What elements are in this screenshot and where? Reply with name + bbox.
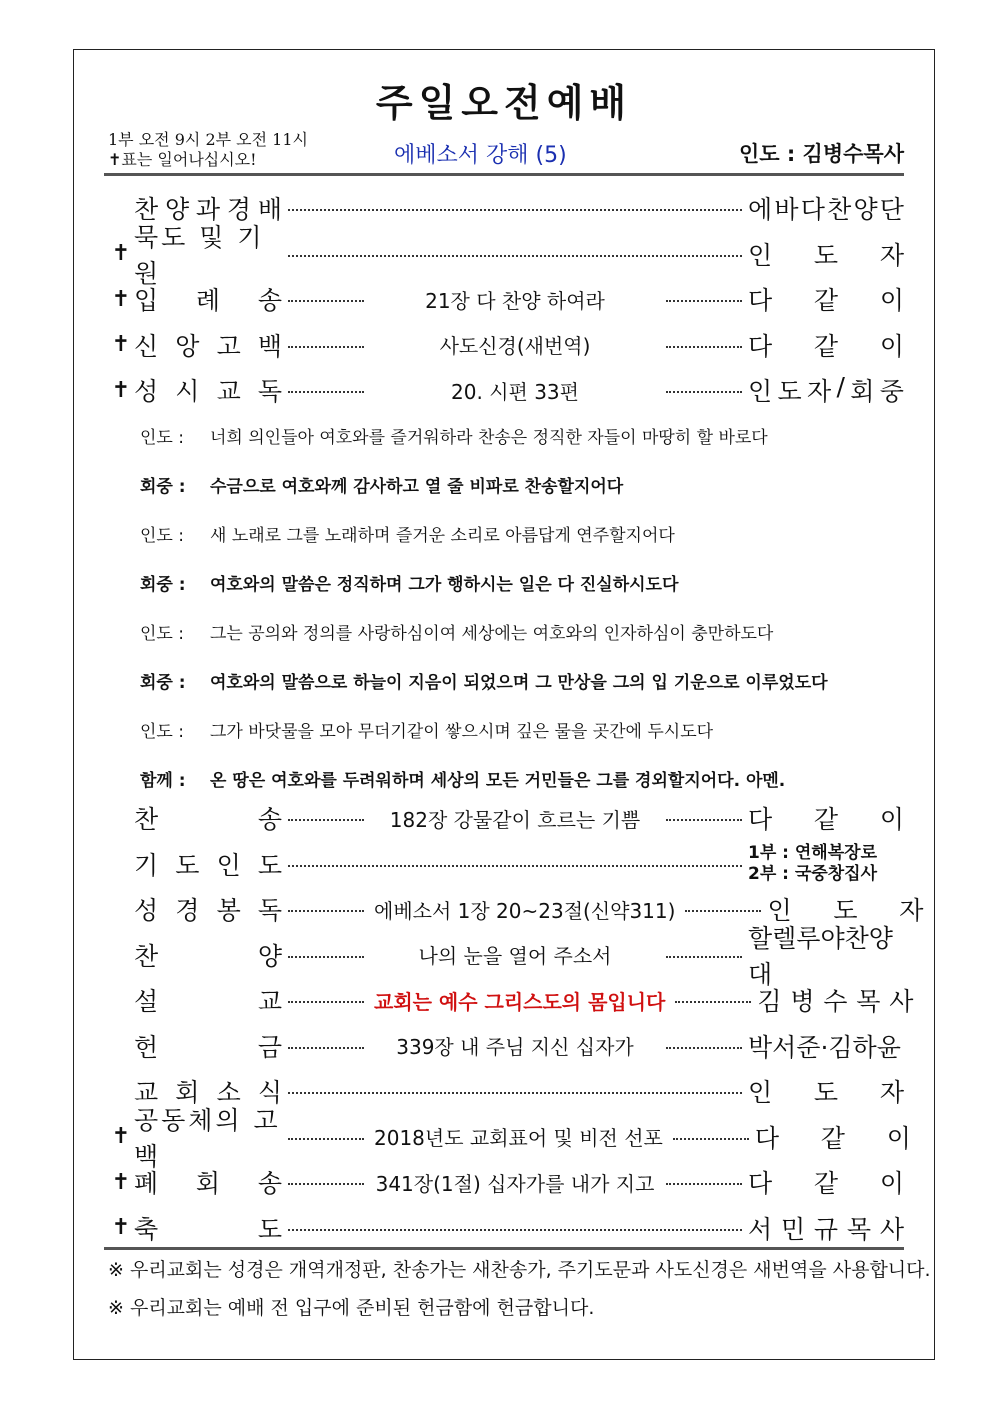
- person-char: 할렐루야찬양대: [748, 923, 893, 989]
- label-char: 교: [134, 1078, 159, 1107]
- leader-dots: [288, 1229, 742, 1231]
- label-char: 양: [164, 195, 190, 224]
- item-detail: 21장 다 찬양 하여라: [425, 288, 605, 313]
- person-char: 자: [879, 240, 904, 270]
- item-detail: 182장 강물같이 흐르는 기쁨: [389, 807, 641, 832]
- person-char: 서: [748, 1214, 773, 1244]
- cross-icon: ✝: [111, 1215, 131, 1240]
- label-char: 찬: [134, 195, 159, 224]
- prayer-leader: 1부 : 연해복장로: [748, 842, 877, 863]
- item-person: [748, 800, 904, 836]
- leader-dots: [666, 956, 742, 958]
- order-item: [108, 278, 904, 320]
- leader-dots: [288, 819, 364, 821]
- item-detail: 교회는 예수 그리스도의 몸입니다: [374, 989, 666, 1014]
- person-char: 목: [856, 987, 881, 1016]
- person-char: 인: [748, 377, 773, 406]
- item-detail: 에베소서 1장 20~23절(신약311): [374, 898, 676, 923]
- label-char: 고: [216, 331, 241, 361]
- item-person: [748, 1028, 904, 1064]
- label-char: 회: [195, 1169, 221, 1198]
- person-char: 양: [853, 195, 878, 224]
- label-char: 독: [257, 377, 282, 406]
- cross-icon: ✝: [111, 377, 131, 403]
- person-char: 다: [748, 805, 773, 834]
- leader-dots: [288, 1047, 364, 1049]
- person-char: 단: [879, 195, 904, 224]
- item-person: [748, 190, 904, 226]
- reading-text: 그가 바닷물을 모아 무더기같이 쌓으시며 깊은 물을 곳간에 두시도다: [210, 721, 714, 742]
- label-char: 독: [257, 896, 282, 925]
- item-detail: 2018년도 교회표어 및 비전 선포: [374, 1126, 663, 1150]
- item-label: [134, 1028, 282, 1064]
- leader-dots: [288, 346, 364, 348]
- leader-dots: [288, 209, 742, 211]
- person-char: 같: [813, 805, 839, 834]
- order-item: [108, 797, 904, 839]
- item-detail: 사도신경(새번역): [439, 334, 591, 358]
- label-char: 도: [257, 1214, 282, 1244]
- order-item: [108, 1105, 911, 1171]
- person-char: 같: [813, 1169, 839, 1198]
- person-char: 에: [748, 195, 773, 224]
- item-person: [748, 372, 904, 408]
- item-label: [134, 937, 282, 973]
- order-item: [108, 1025, 904, 1067]
- label-char: 경: [226, 195, 252, 224]
- label-char: 묵도 및 기원: [134, 222, 265, 288]
- reading-line: [140, 763, 894, 793]
- person-char: 사: [879, 1214, 904, 1244]
- order-item: [108, 324, 904, 366]
- person-char: 중: [879, 377, 904, 406]
- person-char: 이: [879, 1169, 904, 1198]
- cross-icon: ✝: [111, 332, 131, 357]
- item-detail: 339장 내 주님 지신 십자가: [396, 1035, 634, 1059]
- order-item: [108, 979, 914, 1021]
- leader-dots: [288, 865, 742, 867]
- label-char: 입: [134, 286, 159, 315]
- label-char: 과: [195, 195, 221, 224]
- leader-dots: [288, 300, 364, 302]
- label-char: 신: [134, 331, 159, 361]
- service-times-block: [108, 130, 308, 170]
- item-person: [748, 1164, 904, 1200]
- reading-text: 여호와의 말씀은 정직하며 그가 행하시는 일은 다 진실하시도다: [210, 574, 679, 595]
- leader-dots: [666, 300, 742, 302]
- person-char: 같: [813, 286, 839, 315]
- reading-line: [140, 567, 894, 597]
- leader-dots: [288, 391, 364, 393]
- order-item: [108, 222, 904, 288]
- label-char: 성: [134, 896, 159, 925]
- page-title: 주일오전예배: [375, 81, 633, 125]
- reading-speaker: 인도 :: [140, 427, 184, 448]
- reading-line: [140, 714, 894, 744]
- label-char: 송: [257, 805, 282, 834]
- leader-dots: [675, 1001, 751, 1003]
- person-char: 도: [813, 240, 839, 270]
- item-label: [134, 372, 282, 408]
- order-item: [108, 923, 904, 989]
- reading-text: 그는 공의와 정의를 사랑하심이여 세상에는 여호와의 인자하심이 충만하도다: [210, 623, 774, 644]
- person-char: 인: [767, 896, 792, 925]
- person-char: 다: [754, 1123, 780, 1153]
- order-item: [108, 369, 904, 411]
- item-detail: 20. 시편 33편: [451, 379, 579, 404]
- order-item: [108, 1161, 904, 1203]
- label-char: 경: [175, 896, 200, 925]
- reading-text: 온 땅은 여호와를 두려워하며 세상의 모든 거민들은 그를 경외할지어다. 아멘.: [210, 770, 786, 791]
- person-char: 다: [748, 1169, 773, 1198]
- item-label: [134, 281, 282, 317]
- item-person: [757, 982, 913, 1018]
- label-char: 인: [216, 850, 241, 880]
- person-char: 이: [879, 286, 904, 315]
- reading-speaker: 함께 :: [140, 770, 186, 791]
- person-char: 박서준·김하윤: [748, 1032, 901, 1062]
- label-char: 봉: [216, 896, 241, 925]
- person-char: /: [836, 372, 845, 401]
- item-person: [748, 327, 904, 363]
- label-char: 송: [257, 1169, 282, 1198]
- person-char: 다: [748, 331, 773, 361]
- label-char: 도: [257, 850, 282, 880]
- leader-dots: [685, 910, 761, 912]
- label-char: 례: [195, 286, 221, 315]
- order-item: [108, 1207, 904, 1249]
- person-char: 수: [823, 987, 848, 1016]
- reading-text: 수금으로 여호와께 감사하고 열 줄 비파로 찬송할지어다: [210, 476, 624, 497]
- person-char: 자: [899, 896, 924, 925]
- person-char: 규: [813, 1214, 839, 1244]
- cross-icon: ✝: [111, 286, 131, 312]
- reading-line: [140, 420, 894, 450]
- reading-speaker: 회중 :: [140, 672, 186, 693]
- bottom-divider: [104, 1247, 904, 1250]
- label-char: 찬: [134, 805, 159, 834]
- label-char: 배: [257, 195, 282, 224]
- prayer-leader: 2부 : 국중창집사: [748, 863, 877, 884]
- person-char: 목: [846, 1214, 872, 1244]
- reading-line: [140, 616, 894, 646]
- person-char: 이: [886, 1123, 911, 1153]
- reading-speaker: 회중 :: [140, 574, 186, 595]
- leader-dots: [288, 1092, 742, 1094]
- leader-dots: [666, 391, 742, 393]
- item-detail: 나의 눈을 열어 주소서: [418, 944, 612, 968]
- label-char: 백: [257, 331, 282, 361]
- cross-icon: ✝: [111, 1169, 131, 1195]
- cross-icon: ✝: [111, 241, 131, 266]
- service-times: 1부 오전 9시 2부 오전 11시: [108, 130, 308, 149]
- reading-line: [140, 518, 894, 548]
- person-char: 김: [757, 987, 782, 1016]
- bulletin-frame: [73, 49, 935, 1360]
- label-char: 교: [216, 377, 241, 406]
- item-label: [134, 1210, 282, 1246]
- person-char: 다: [748, 286, 773, 315]
- leader-dots: [666, 1183, 742, 1185]
- person-char: 인: [748, 240, 773, 270]
- label-char: 폐: [134, 1169, 159, 1198]
- person-char: 이: [879, 331, 904, 361]
- person-char: 도: [833, 896, 858, 925]
- person-char: 자: [807, 377, 832, 406]
- label-char: 도: [175, 850, 200, 880]
- reading-speaker: 인도 :: [140, 623, 184, 644]
- sermon-series: 에베소서 강해 (5): [394, 143, 567, 168]
- leader-dots: [288, 1183, 364, 1185]
- leader-dots: [666, 1047, 742, 1049]
- reading-speaker: 인도 :: [140, 525, 184, 546]
- label-char: 성: [134, 377, 159, 406]
- item-person: [755, 1119, 911, 1155]
- leader-dots: [666, 346, 742, 348]
- stand-note-line: [108, 150, 308, 170]
- person-char: 다: [800, 195, 825, 224]
- order-item: [108, 843, 904, 885]
- leader-dots: [666, 819, 742, 821]
- person-char: 같: [820, 1123, 845, 1153]
- label-char: 교: [257, 987, 282, 1016]
- person-char: 이: [879, 805, 904, 834]
- item-label: [134, 891, 282, 927]
- reading-speaker: 인도 :: [140, 721, 184, 742]
- label-char: 앙: [175, 331, 200, 361]
- item-label: [134, 846, 282, 882]
- item-label: [134, 1164, 282, 1200]
- leader-dots: [673, 1138, 749, 1140]
- reading-text: 새 노래로 그를 노래하며 즐거운 소리로 아름답게 연주할지어다: [210, 525, 675, 546]
- service-leader: 인도 : 김병수목사: [738, 142, 904, 166]
- item-label: [134, 327, 282, 363]
- person-char: 회: [850, 377, 875, 406]
- cross-icon: ✝: [108, 150, 122, 169]
- leader-dots: [288, 255, 742, 257]
- reading-text: 너희 의인들아 여호와를 즐거워하라 찬송은 정직한 자들이 마땅히 할 바로다: [210, 427, 768, 448]
- person-char: 바: [774, 195, 799, 224]
- item-person: [748, 1210, 904, 1246]
- reading-speaker: 회중 :: [140, 476, 186, 497]
- leader-dots: [288, 910, 364, 912]
- item-label: [134, 800, 282, 836]
- label-char: 금: [257, 1032, 282, 1062]
- item-person: [748, 843, 904, 885]
- item-person: [748, 236, 904, 272]
- item-detail: 341장(1절) 십자가를 내가 지고: [375, 1171, 655, 1196]
- label-char: 회: [175, 1078, 200, 1107]
- leader-dots: [288, 1138, 364, 1140]
- leader-dots: [288, 1001, 364, 1003]
- person-char: 도: [813, 1078, 839, 1107]
- label-char: 시: [175, 377, 200, 406]
- person-char: 인: [748, 1078, 773, 1107]
- reading-text: 여호와의 말씀으로 하늘이 지음이 되었으며 그 만상을 그의 입 기운으로 이루었도다: [210, 672, 828, 693]
- item-label: [134, 982, 282, 1018]
- cross-icon: ✝: [111, 1124, 131, 1149]
- label-char: 헌: [134, 1032, 159, 1062]
- item-person: [748, 281, 904, 317]
- label-char: 소: [216, 1078, 241, 1107]
- label-char: 식: [257, 1078, 282, 1107]
- top-divider: [104, 173, 904, 176]
- item-person: [748, 1073, 904, 1109]
- label-char: 축: [134, 1214, 159, 1244]
- person-char: 도: [777, 377, 802, 406]
- label-char: 공동체의 고백: [134, 1105, 281, 1171]
- stand-note: 표는 일어나십시오!: [121, 150, 257, 169]
- person-char: 같: [813, 331, 839, 361]
- person-char: 병: [790, 987, 815, 1016]
- person-char: 자: [879, 1078, 904, 1107]
- person-char: 민: [780, 1214, 806, 1244]
- label-char: 기: [134, 850, 159, 880]
- label-char: 찬: [134, 941, 159, 971]
- reading-line: [140, 665, 894, 695]
- label-char: 양: [257, 941, 282, 971]
- label-char: 송: [257, 286, 282, 315]
- note-1: ※ 우리교회는 성경은 개역개정판, 찬송가는 새찬송가, 주기도문과 사도신경은 새번역을 사용합니다.: [108, 1259, 931, 1281]
- note-2: ※ 우리교회는 예배 전 입구에 준비된 헌금함에 헌금합니다.: [108, 1297, 595, 1319]
- person-char: 찬: [827, 195, 852, 224]
- reading-line: [140, 469, 894, 499]
- label-char: 설: [134, 987, 159, 1016]
- person-char: 사: [889, 987, 914, 1016]
- leader-dots: [288, 956, 364, 958]
